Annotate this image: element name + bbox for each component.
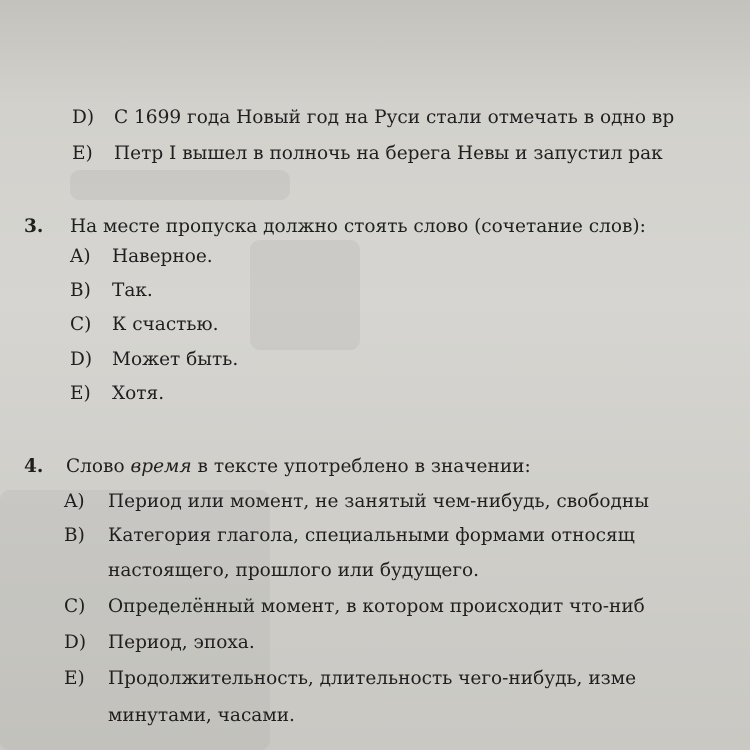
prompt-italic-word: время <box>130 456 192 477</box>
option-text: К счастью. <box>112 314 219 335</box>
option-text: Период, эпоха. <box>108 632 255 653</box>
prompt-after: в тексте употреблено в значении: <box>197 456 531 477</box>
question-text: На месте пропуска должно стоять слово (сочетание слов): <box>70 216 646 237</box>
option-text: Категория глагола, специальными формами относящ <box>108 525 635 546</box>
option-letter: A) <box>70 246 91 267</box>
option-text: Может быть. <box>112 349 239 370</box>
option-letter: E) <box>70 383 91 404</box>
option-text: Наверное. <box>112 246 213 267</box>
option-text: Петр I вышел в полночь на берега Невы и запустил рак <box>114 143 663 164</box>
option-text: Период или момент, не занятый чем-нибудь, свободны <box>108 491 649 512</box>
question-text <box>66 455 531 479</box>
option-letter: D) <box>64 632 87 653</box>
option-text-continued: настоящего, прошлого или будущего. <box>108 560 480 581</box>
option-text-continued: минутами, часами. <box>108 705 295 726</box>
prompt-before: Слово <box>66 456 125 477</box>
option-letter: B) <box>64 525 85 546</box>
question-number: 4. <box>24 456 44 477</box>
option-text: С 1699 года Новый год на Руси стали отмечать в одно вр <box>114 107 675 128</box>
option-letter: E) <box>64 668 85 689</box>
option-letter: D) <box>72 107 95 128</box>
option-text: Так. <box>112 280 153 301</box>
option-letter: C) <box>70 314 92 335</box>
option-letter: C) <box>64 596 86 617</box>
background-shadow <box>250 240 360 350</box>
option-text: Определённый момент, в котором происходит что-ниб <box>108 596 645 617</box>
option-letter: D) <box>70 349 93 370</box>
option-letter: E) <box>72 143 93 164</box>
option-text: Хотя. <box>112 383 165 404</box>
question-number: 3. <box>24 216 44 237</box>
background-shadow <box>70 170 290 200</box>
option-text: Продолжительность, длительность чего-нибудь, изме <box>108 668 637 689</box>
option-letter: A) <box>64 491 85 512</box>
option-letter: B) <box>70 280 91 301</box>
